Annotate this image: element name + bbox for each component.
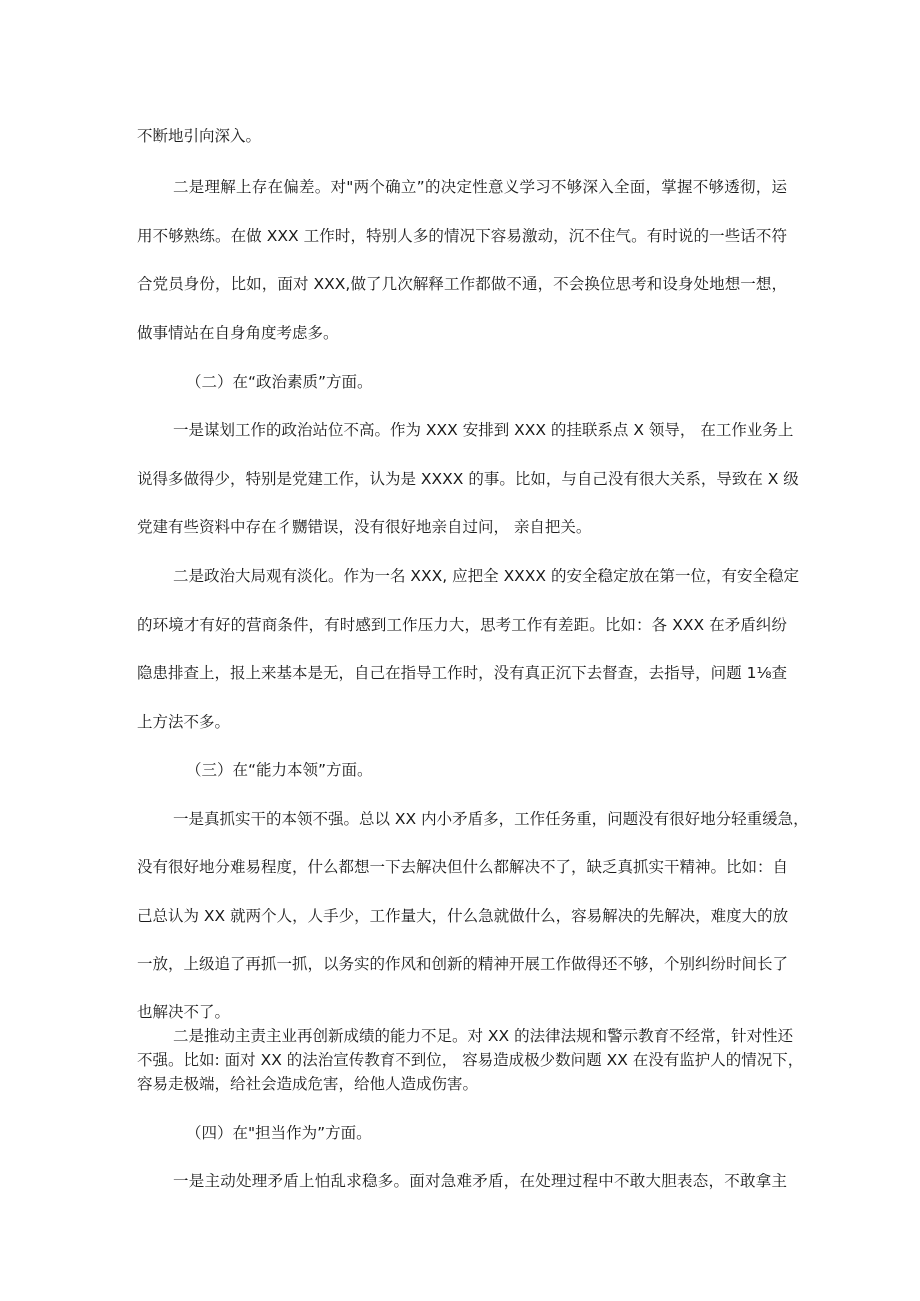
section-heading: （四）在"担当作为”方面。 (186, 1124, 372, 1142)
paragraph-line: 二是理解上存在偏差。对"两个确立”的决定性意义学习不够深入全面，掌握不够透彻，运 (173, 178, 787, 196)
paragraph-line: 一是真抓实干的本领不强。总以 XX 内小矛盾多，工作任务重，问题没有很好地分轻重缓急， (173, 810, 809, 828)
paragraph-line: 的环境才有好的营商条件，有时感到工作压力大，思考工作有差距。比如：各 XXX 在矛盾纠纷 (137, 616, 787, 634)
paragraph-line: 做事情站在自身角度考虑多。 (137, 324, 339, 342)
paragraph-line: 一放，上级追了再抓一抓，以务实的作风和创新的精神开展工作做得还不够，个别纠纷时间长了 (137, 955, 789, 973)
paragraph-line: 一是谋划工作的政治站位不高。作为 XXX 安排到 XXX 的挂联系点 X 领导， 在工作业务上 (173, 421, 794, 439)
paragraph-line: 容易走极端，给社会造成危害，给他人造成伤害。 (137, 1075, 479, 1093)
paragraph-line: 上方法不多。 (137, 713, 231, 731)
section-heading: （三）在“能力本领”方面。 (186, 761, 373, 779)
paragraph-line: 合党员身份，比如，面对 XXX,做了几次解释工作都做不通，不会换位思考和设身处地想一想， (137, 275, 787, 293)
paragraph-line: 也解决不了。 (137, 1003, 231, 1021)
paragraph-line: 一是主动处理矛盾上怕乱求稳多。面对急难矛盾，在处理过程中不敢大胆表态，不敢拿主 (173, 1172, 787, 1190)
section-heading: （二）在“政治素质”方面。 (186, 373, 373, 391)
paragraph-line: 不断地引向深入。 (137, 127, 262, 145)
paragraph-line: 没有很好地分难易程度，什么都想一下去解决但什么都解决不了，缺乏真抓实干精神。比如：自 (137, 858, 789, 876)
paragraph-line: 不强。比如: 面对 XX 的法治宣传教育不到位， 容易造成极少数问题 XX 在没有监护人的情况下， (137, 1051, 804, 1069)
paragraph-line: 用不够熟练。在做 XXX 工作时，特别人多的情况下容易激动，沉不住气。有时说的一些话不符 (137, 227, 787, 245)
paragraph-line: 己总认为 XX 就两个人，人手少，工作量大，什么急就做什么，容易解决的先解决，难度大的放 (137, 907, 789, 925)
paragraph-line: 党建有些资料中存在彳嬲错误，没有很好地亲自过问， 亲自把关。 (137, 518, 592, 536)
paragraph-line: 隐患排查上，报上来基本是无，自己在指导工作时，没有真正沉下去督查，去指导，问题 1⅛查 (137, 664, 787, 682)
paragraph-line: 二是政治大局观有淡化。作为一名 XXX, 应把全 XXXX 的安全稳定放在第一位，有安全稳定 (173, 567, 799, 585)
paragraph-line: 说得多做得少，特别是党建工作，认为是 XXXX 的事。比如，与自己没有很大关系，导致在 X 级 (137, 470, 799, 488)
paragraph-line: 二是推动主责主业再创新成绩的能力不足。对 XX 的法律法规和警示教育不经常，针对性还 (173, 1027, 794, 1045)
